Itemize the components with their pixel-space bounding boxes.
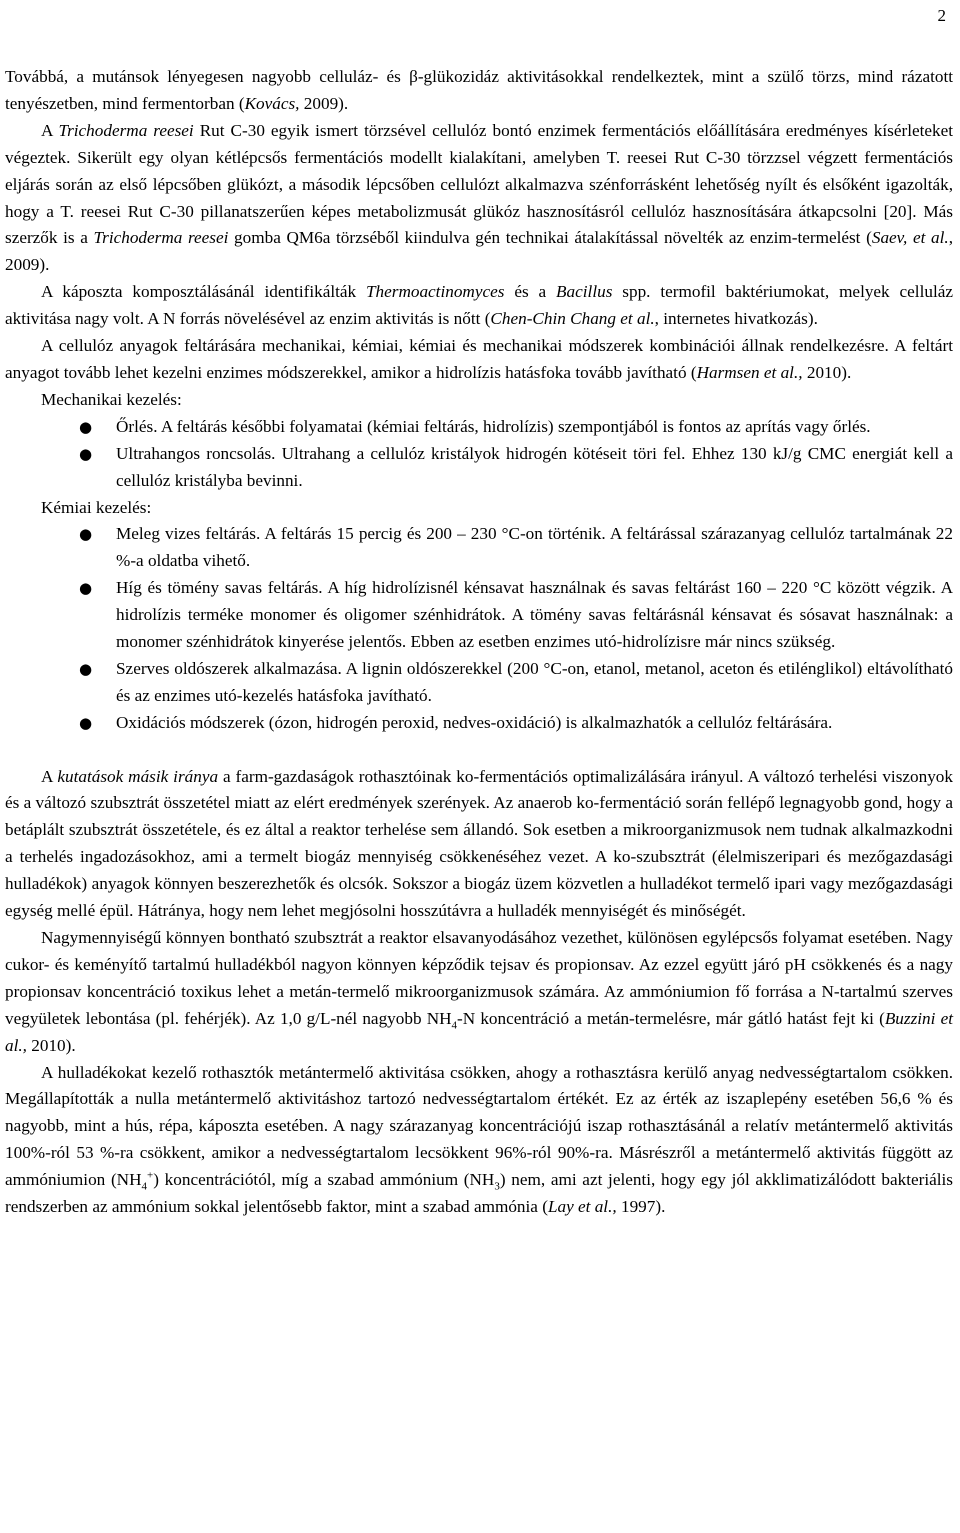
list-item-text: Meleg vizes feltárás. A feltárás 15 percig és 200 – 230 °C-on történik. A feltárással szárazanyag cellulóz tartalmának 22 %-a oldatba vihető. xyxy=(116,524,953,571)
bullet-icon: ● xyxy=(79,579,93,598)
list-item xyxy=(5,521,953,575)
bullet-icon: ● xyxy=(79,525,93,544)
text: és a xyxy=(504,282,557,302)
text: A káposzta komposztálásánál identifikálták xyxy=(41,282,366,302)
paragraph-cabbage-compost xyxy=(5,279,953,333)
subscript: 4 xyxy=(141,1180,148,1193)
genus-name: Thermoactinomyces xyxy=(365,282,505,302)
citation: Lay et al., xyxy=(547,1197,617,1217)
list-item xyxy=(5,414,953,441)
mechanical-list xyxy=(5,414,953,495)
text: spp. termofil baktériumokat, melyek celluláz aktivitása nagy volt. A N forrás növelésével az enzim aktivitás is nőtt ( xyxy=(5,282,953,329)
paragraph-mutants xyxy=(5,64,953,118)
text: 2010). xyxy=(802,362,852,382)
paragraph-cellulose-pretreatment xyxy=(5,333,953,387)
spacer xyxy=(5,737,953,764)
citation: Harmsen et al., xyxy=(696,362,803,382)
text: A hulladékokat kezelő rothasztók metántermelő aktivitása csökken, ahogy a rothasztásra kerülő anyag nedvességtartalom csökken. Megállapították a nulla metántermelő aktivitáshoz tartozó nedvességtartalom értékét. Ez az érték az iszaplepény esetében 56,6 % és nagyobb, mint a hús, répa, káposzta esetében. A nagy szárazanyag koncentrációjú iszap rothasztásánál a relatív metántermelő aktivitás 100%-ról 53 %-ra csökkent, amikor a nedvességtartalom lecsökkent 96%-ról 90%-ra. Másrészről a metántermelő aktivitás függött az ammóniumion (NH xyxy=(5,1062,953,1190)
list-item-text: Ultrahangos roncsolás. Ultrahang a cellulóz kristályok hidrogén kötéseit töri fel. Ehhez 130 kJ/g CMC energiát kell a cellulóz kristályba bevinni. xyxy=(116,443,953,490)
text: Rut C-30 egyik ismert törzsével cellulóz bontó enzimek fermentációs előállítására eredményes kísérleteket végeztek. Sikerült egy olyan kétlépcsős fermentációs modellt kialakítani, amelyben T. reesei Rut C-30 törzzsel végzett fermentációs eljárás során az első lépcsőben glükózt, a második lépcsőben cellulózt alkalmazva szénforrásként lehetőség nyílt és elsőként igazolták, hogy a T. reesei Rut C-30 pillanatszerűen képes metabolizmusát glükóz hasznosításról cellulóz hasznosítására átkapcsolni [20]. Más szerzők is a xyxy=(5,120,954,248)
text: , internetes hivatkozás). xyxy=(654,309,818,329)
paragraph-trichoderma xyxy=(5,118,953,279)
chemical-list xyxy=(5,521,953,736)
subscript: 3 xyxy=(494,1180,500,1193)
paragraph-acidification xyxy=(5,925,953,1060)
list-item-text: Oxidációs módszerek (ózon, hidrogén peroxid, nedves-oxidáció) is alkalmazhatók a cellulóz feltárására. xyxy=(116,712,833,732)
bullet-icon: ● xyxy=(79,417,93,436)
citation: Saev, et al. xyxy=(871,228,949,248)
text: ) nem, ami azt jelenti, hogy egy jól akklimatizálódott bakteriális rendszerben az ammónium sokkal jelentősebb faktor, mint a szabad ammónia ( xyxy=(5,1170,953,1217)
emphasis: kutatások másik iránya xyxy=(57,766,219,786)
text: Továbbá, a mutánsok lényegesen nagyobb celluláz- és β-glükozidáz aktivitásokkal rendelkeztek, mint a szülő törzs, mind rázatott tenyészetben, mind fermentorban ( xyxy=(5,67,953,113)
text: , 2009). xyxy=(5,228,953,275)
text: Nagymennyiségű könnyen bontható szubsztrát a reaktor elsavanyodásához vezethet, különösen egylépcsős folyamat esetében. Nagy cukor- és keményítő tartalmú hulladékból nagyon könnyen képződik tejsav és propionsav. Az ezzel együtt járó pH csökkenés és a nagy propionsav koncentráció toxikus lehet a metán-termelő mikroorganizmusok számára. Az ammóniumion fő forrása a N-tartalmú szerves vegyületek lebontása (pl. fehérjék). Az 1,0 g/L-nél nagyobb NH xyxy=(5,927,953,1028)
citation: Chen-Chin Chang et al. xyxy=(490,309,655,329)
text: gomba QM6a törzséből kiindulva gén technikai átalakítással növelték az enzim-termelést ( xyxy=(228,228,872,248)
species-name: Trichoderma reesei xyxy=(58,120,194,140)
text: A xyxy=(41,766,58,786)
document-body xyxy=(5,64,953,1221)
paragraph-cofermentation xyxy=(5,764,953,925)
subscript: 4 xyxy=(451,1019,458,1032)
text: 2009). xyxy=(299,93,349,113)
list-item xyxy=(5,710,953,737)
list-item-text: Híg és tömény savas feltárás. A híg hidrolízisnél kénsavat használnak és savas feltárást 160 – 220 °C között végzik. A hidrolízis terméke monomer és oligomer szénhidrátok. A tömény savas feltárásnál kénsavat és sósavat használnak: a monomer szénhidrátok kinyerése jelentős. Ebben az esetben enzimes utó-hidrolízisre már nincs szükség. xyxy=(116,578,953,652)
text: a farm-gazdaságok rothasztóinak ko-fermentációs optimalizálására irányul. A változó terhelési viszonyok és a változó szubsztrát összetétel miatt az elért eredmények szerények. Az anaerob ko-fermentáció során fellépő legnagyobb gond, hogy a betáplált szubsztrát összetétele, és ez által a reaktor terhelése sem állandó. Sok esetben a mikroorganizmusok nem tudnak alkalmazkodni a terhelés ingadozásokhoz, ami a termelt biogáz mennyiség csökkenéséhez vezet. A ko-szubsztrát (élelmiszeripari és mezőgazdasági hulladékok) anyagok könnyen beszerezhetők és olcsók. Sokszor a biogáz üzem közvetlen a hulladékot termelő ipari vagy mezőgazdasági egység mellé épül. Hátránya, hogy nem lehet megjósolni hosszútávra a hulladék mennyiségét és minőségét. xyxy=(5,766,953,921)
heading-mechanical: Mechanikai kezelés: xyxy=(41,389,182,409)
bullet-icon: ● xyxy=(79,659,93,678)
text: A xyxy=(41,120,59,140)
list-item xyxy=(5,441,953,495)
paragraph-methanogenic-activity xyxy=(5,1060,953,1221)
text: A cellulóz anyagok feltárására mechanikai, kémiai, kémiai és mechanikai módszerek kombinációi állnak rendelkezésre. A feltárt anyagot tovább lehet kezelni enzimes módszerekkel, amikor a hidrolízis hatásfoka tovább javítható ( xyxy=(5,336,953,382)
page-number: 2 xyxy=(937,6,946,25)
superscript: + xyxy=(147,1169,154,1182)
text: 1997). xyxy=(616,1197,666,1217)
list-item-text: Szerves oldószerek alkalmazása. A lignin oldószerekkel (200 °C-on, etanol, metanol, aceton és etilénglikol) eltávolítható és az enzimes utó-kezelés hatásfoka javítható. xyxy=(116,658,953,705)
bullet-icon: ● xyxy=(79,713,93,732)
heading-chemical: Kémiai kezelés: xyxy=(41,497,152,517)
text: ) koncentrációtól, míg a szabad ammónium (NH xyxy=(153,1170,495,1190)
list-item xyxy=(5,575,953,656)
species-name: Trichoderma reesei xyxy=(93,228,229,248)
citation: Buzzini et al., xyxy=(5,1008,953,1055)
text: -N koncentráció a metán-termelésre, már gátló hatást fejt ki ( xyxy=(457,1008,885,1028)
list-item-text: Őrlés. A feltárás későbbi folyamatai (kémiai feltárás, hidrolízis) szempontjából is fontos az aprítás vagy őrlés. xyxy=(116,416,871,436)
citation: Kovács, xyxy=(244,93,300,113)
text: 2010). xyxy=(26,1035,76,1055)
bullet-icon: ● xyxy=(79,444,93,463)
list-item xyxy=(5,656,953,710)
genus-name: Bacillus xyxy=(556,282,613,302)
